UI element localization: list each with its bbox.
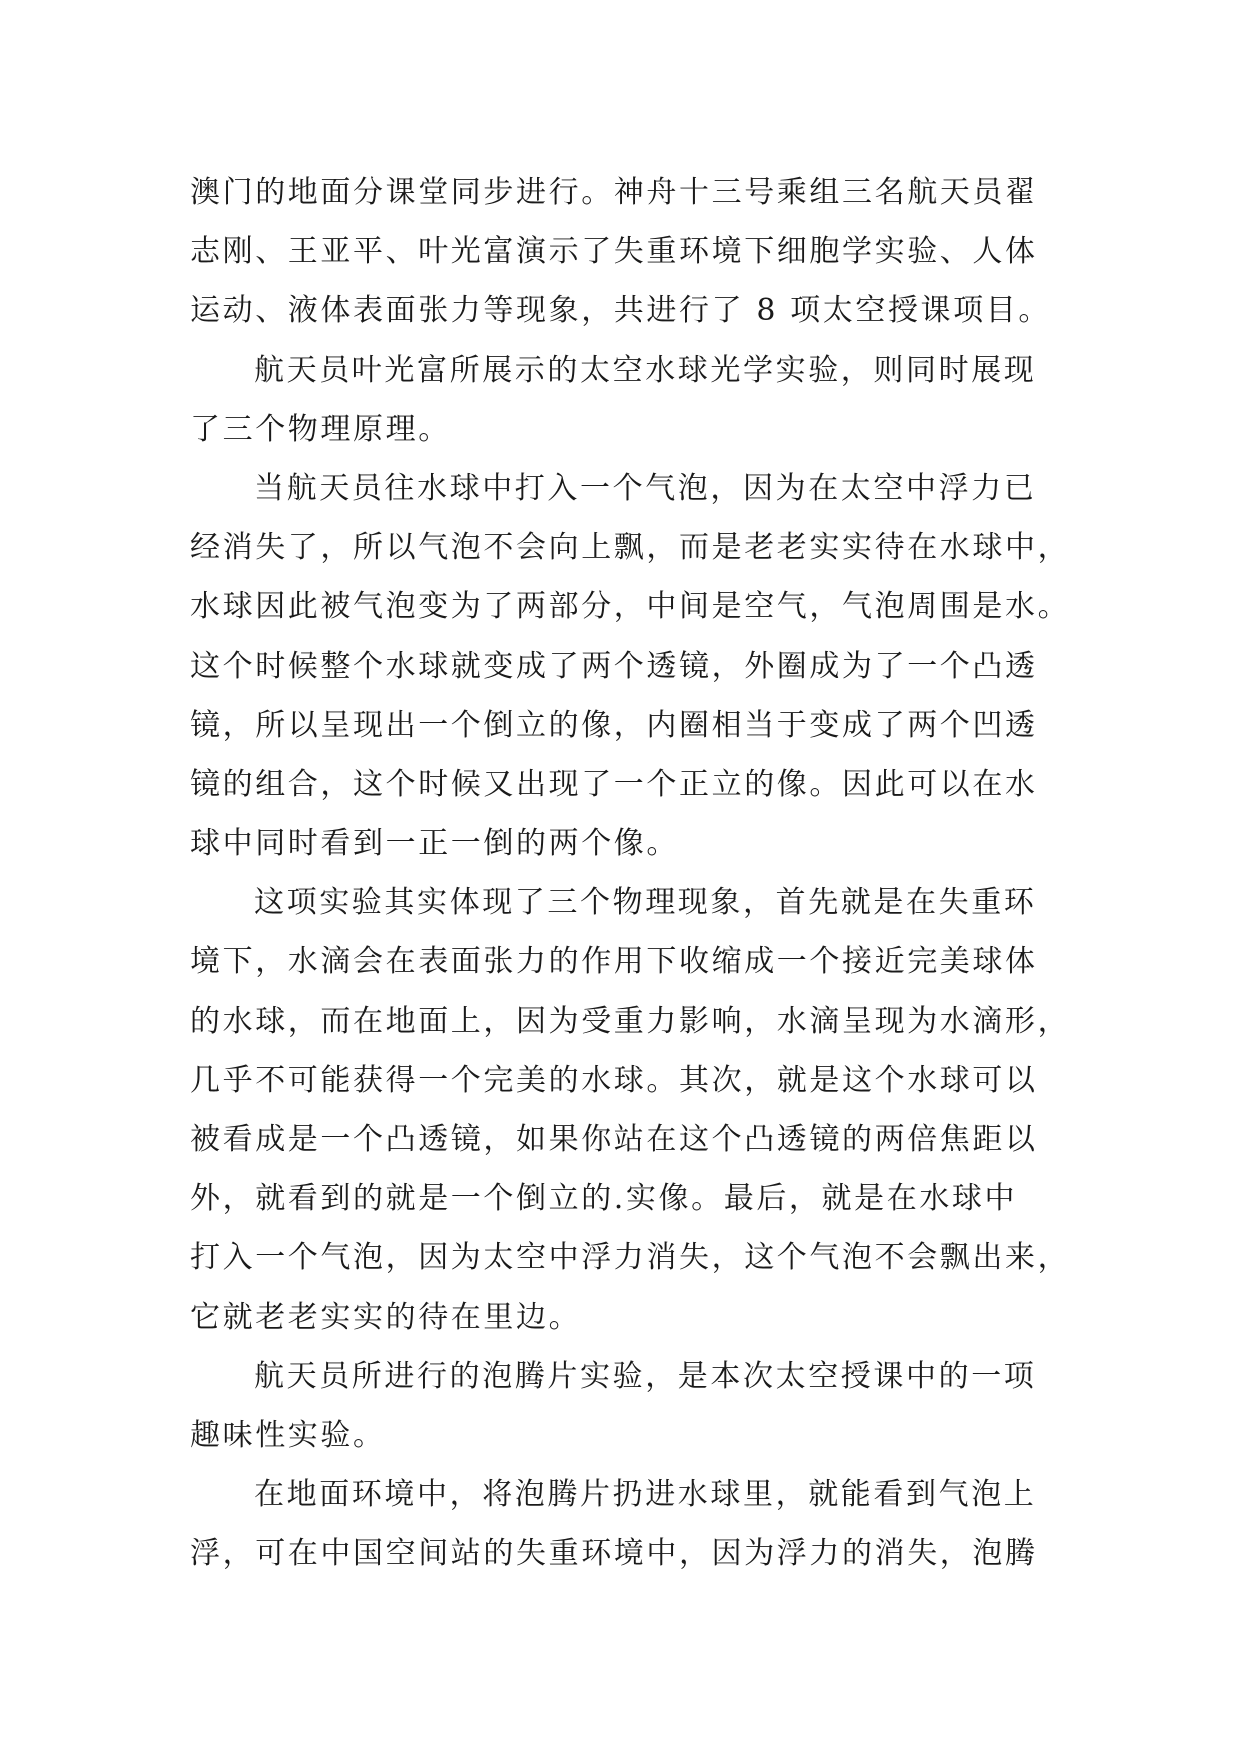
text-line: 了三个物理原理。 [190, 411, 451, 447]
text-line: 境下，水滴会在表面张力的作用下收缩成一个接近完美球体 [190, 944, 1038, 980]
text-line: 趣味性实验。 [190, 1417, 386, 1453]
text-line: 外，就看到的就是一个倒立的.实像。最后，就是在水球中 [190, 1181, 1018, 1217]
text-line: 它就老老实实的待在里边。 [190, 1299, 582, 1335]
text-line: 打入一个气泡，因为太空中浮力消失，这个气泡不会飘出来， [190, 1240, 1071, 1276]
text-line: 镜的组合，这个时候又出现了一个正立的像。因此可以在水 [190, 766, 1038, 802]
text-line: 水球因此被气泡变为了两部分，中间是空气，气泡周围是水。 [190, 589, 1071, 625]
text-line: 在地面环境中，将泡腾片扔进水球里，就能看到气泡上 [254, 1477, 1037, 1513]
text-line: 球中同时看到一正一倒的两个像。 [190, 826, 679, 862]
text-line: 这项实验其实体现了三个物理现象，首先就是在失重环 [254, 885, 1037, 921]
text-line: 澳门的地面分课堂同步进行。神舟十三号乘组三名航天员翟 [190, 175, 1038, 210]
text-line: 这个时候整个水球就变成了两个透镜，外圈成为了一个凸透 [190, 648, 1038, 684]
document-body [190, 163, 1071, 1584]
text-line: 被看成是一个凸透镜，如果你站在这个凸透镜的两倍焦距以 [190, 1122, 1038, 1157]
text-line: 运动、液体表面张力等现象，共进行了 8 项太空授课项目。 [190, 293, 1051, 329]
text-line: 航天员叶光富所展示的太空水球光学实验，则同时展现 [254, 352, 1037, 388]
text-line: 浮，可在中国空间站的失重环境中，因为浮力的消失，泡腾 [190, 1536, 1038, 1572]
text-line: 的水球，而在地面上，因为受重力影响，水滴呈现为水滴形， [190, 1003, 1071, 1039]
text-line: 航天员所进行的泡腾片实验，是本次太空授课中的一项 [254, 1358, 1037, 1394]
text-line: 当航天员往水球中打入一个气泡，因为在太空中浮力已 [254, 470, 1037, 506]
text-line: 几乎不可能获得一个完美的水球。其次，就是这个水球可以 [190, 1062, 1038, 1098]
text-line: 志刚、王亚平、叶光富演示了失重环境下细胞学实验、人体 [190, 234, 1038, 270]
text-line: 镜，所以呈现出一个倒立的像，内圈相当于变成了两个凹透 [190, 707, 1038, 743]
text-line: 经消失了，所以气泡不会向上飘，而是老老实实待在水球中， [190, 530, 1071, 566]
